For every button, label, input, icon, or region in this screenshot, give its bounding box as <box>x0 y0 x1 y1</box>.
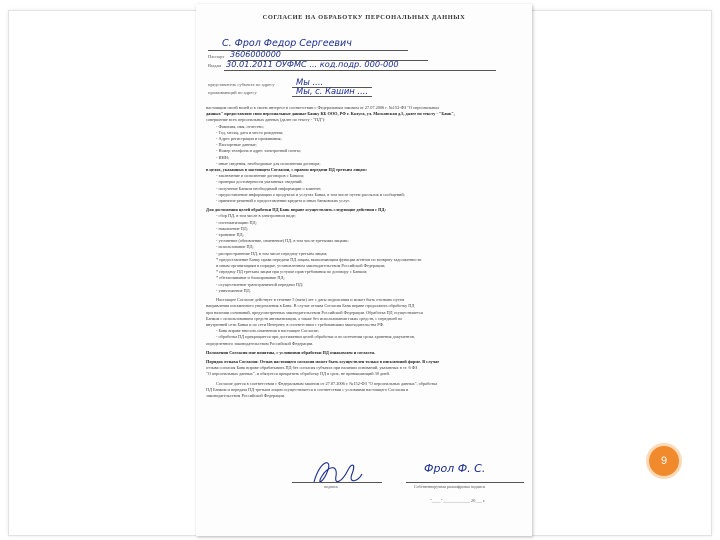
body-line: законодательством Российской Федерации. <box>206 392 286 398</box>
body-line: - сбор ПД, в том числе в электронном виде; <box>216 213 296 219</box>
signature-caption-left: подпись <box>324 484 338 489</box>
body-line: - Паспортные данные; <box>216 142 257 148</box>
body-line: Банком с использованием средств автоматизации, а также без использования таких средств, с передачей по <box>206 315 403 321</box>
body-line: "О персональных данных", и обязуется прекратить обработку ПД в срок, не превышающий 30 дней. <box>206 371 390 377</box>
signature-name-line <box>406 482 524 483</box>
body-line: - осуществление трансграничной передачи ПД; <box>216 281 303 287</box>
body-line: и иным организациям в порядке, установленном законодательством Российской Федерации; <box>216 263 386 269</box>
body-line: - ИНН; <box>216 154 230 160</box>
body-line: * предоставление Банку права передачи ПД лицам, выполняющим функции агентов по возврату задолженности <box>216 256 422 262</box>
body-line: - уничтожение ПД. <box>216 287 251 293</box>
body-line: - принятие решений о предоставлении кредита и иных банковских услуг. <box>216 198 350 204</box>
issued-label: Выдан <box>208 63 221 68</box>
body-line: - Год, месяц, дата и место рождения; <box>216 129 284 135</box>
signature-line <box>292 482 382 483</box>
address-underline-2 <box>292 96 372 97</box>
handwritten-signature-name: Фрол Ф. С. <box>424 462 486 475</box>
scanned-consent-document <box>196 4 532 536</box>
body-line: настоящим своей волей и в своем интересе в соответствии с Федеральным законом от 27.07.2006 г. №152-ФЗ "О персональных <box>206 105 440 110</box>
consent-body-text <box>206 105 524 399</box>
document-title: СОГЛАСИЕ НА ОБРАБОТКУ ПЕРСОНАЛЬНЫХ ДАННЫХ <box>262 14 466 21</box>
issued-underline <box>224 70 496 71</box>
body-line: - иные сведения, необходимые для исполнения договора; <box>216 160 321 166</box>
signature-caption-right: Собственноручная расшифровка подписи <box>414 484 486 489</box>
body-line: - предоставление информации о продуктах и услугах Банка, в том числе путем рассылок и сообщений; <box>216 191 405 197</box>
body-line: данных" предоставляю свои персональные данные Банку КБ ООО, РФ г. Калуга, ул. Московская д.5, далее по тексту - "Банк", <box>206 111 455 117</box>
handwritten-full-name: С. Фрол Федор Сергеевич <box>222 38 352 49</box>
handwritten-address-1: Мы .... <box>296 77 324 87</box>
body-line: - распространение ПД, в том числе передачу третьим лицам; <box>216 250 328 256</box>
handwritten-passport: 3606000000 <box>230 50 281 59</box>
body-line: - Банк вправе вносить изменения в настоящее Согласие; <box>216 328 320 334</box>
body-line: Порядок отзыва Согласия: Отзыв настоящего согласия может быть осуществлен только в письменной форме. В случае <box>206 358 440 364</box>
representative-label-1: представитель субъекта по адресу <box>208 82 275 87</box>
body-line: совершение всех персональных данных (далее по тексту - "ПД"): <box>206 117 326 123</box>
body-line: Согласие дается в соответствии с Федеральным законом от 27.07.2006 г. №152-ФЗ "О персональных данных", обработка <box>216 380 438 386</box>
body-line: * передачу ПД третьим лицам при уступке прав требования по договору с Банком; <box>216 269 368 275</box>
body-line: - Номер телефона и адрес электронной почты; <box>216 148 301 154</box>
body-line: * обезличивание и блокирование ПД; <box>216 275 285 281</box>
body-line: определенного законодательством Российской Федерации. <box>206 340 314 346</box>
body-line: Для достижения целей обработки ПД Банк вправе осуществлять следующие действия с ПД: <box>206 207 386 213</box>
body-line: - накопление ПД; <box>216 225 248 231</box>
body-line: - проверка достоверности указанных сведений; <box>216 179 303 185</box>
body-line: Настоящее Согласие действует в течение 5 (пяти) лет с даты подписания и может быть отозвано путем <box>216 297 405 303</box>
passport-label: Паспорт <box>208 54 225 59</box>
body-line: - Фамилия, имя, отчество; <box>216 123 264 129</box>
body-line: - заключение и исполнение договоров с Банком; <box>216 173 305 179</box>
body-line: направления письменного уведомления в Банк. В случае отзыва Согласия Банк вправе продолжить обработку ПД <box>206 303 415 309</box>
body-line: при наличии оснований, предусмотренных законодательством Российской Федерации. Обработка ПД осуществляется <box>206 309 423 315</box>
body-line: отзыва согласия Банк вправе обрабатывать ПД без согласия субъекта при наличии оснований, указанных в ст. 6 ФЗ <box>206 365 418 371</box>
handwritten-issued: 30.01.2011 ОУФМС ... код.подр. 000-000 <box>226 59 399 69</box>
date-line: "____" ____________ 20___ г. <box>430 498 486 503</box>
body-line: - использование ПД; <box>216 244 254 250</box>
body-line: Положения Согласия мне понятны, с условиями обработки ПД ознакомлен и согласен. <box>206 349 376 355</box>
body-line: внутренней сети Банка и по сети Интернет, в соответствии с требованиями законодательства РФ. <box>206 321 385 327</box>
body-line: - обработка ПД прекращается при достижении целей обработки и по истечении срока хранения документов, <box>216 334 415 340</box>
handwritten-address-2: Мы, с. Кашин .... <box>296 86 369 96</box>
page-number-badge: 9 <box>649 446 679 476</box>
body-line: в целях, указанных в настоящем Согласии, с правом передачи ПД третьим лицам: <box>206 167 368 173</box>
body-line: ПД Банком и передача ПД третьим лицам осуществляется в соответствии с условиями настоящего Согласия и <box>206 386 409 392</box>
body-line: - уточнение (обновление, изменение) ПД, в том числе третьими лицами; <box>216 238 349 244</box>
body-line: - Адрес регистрации и проживания; <box>216 136 282 142</box>
body-line: - хранение ПД; <box>216 232 244 238</box>
body-line: - получение Банком необходимой информации о клиенте; <box>216 185 322 191</box>
representative-label-2: проживающий по адресу <box>208 90 257 95</box>
body-line: - систематизацию ПД; <box>216 219 257 225</box>
